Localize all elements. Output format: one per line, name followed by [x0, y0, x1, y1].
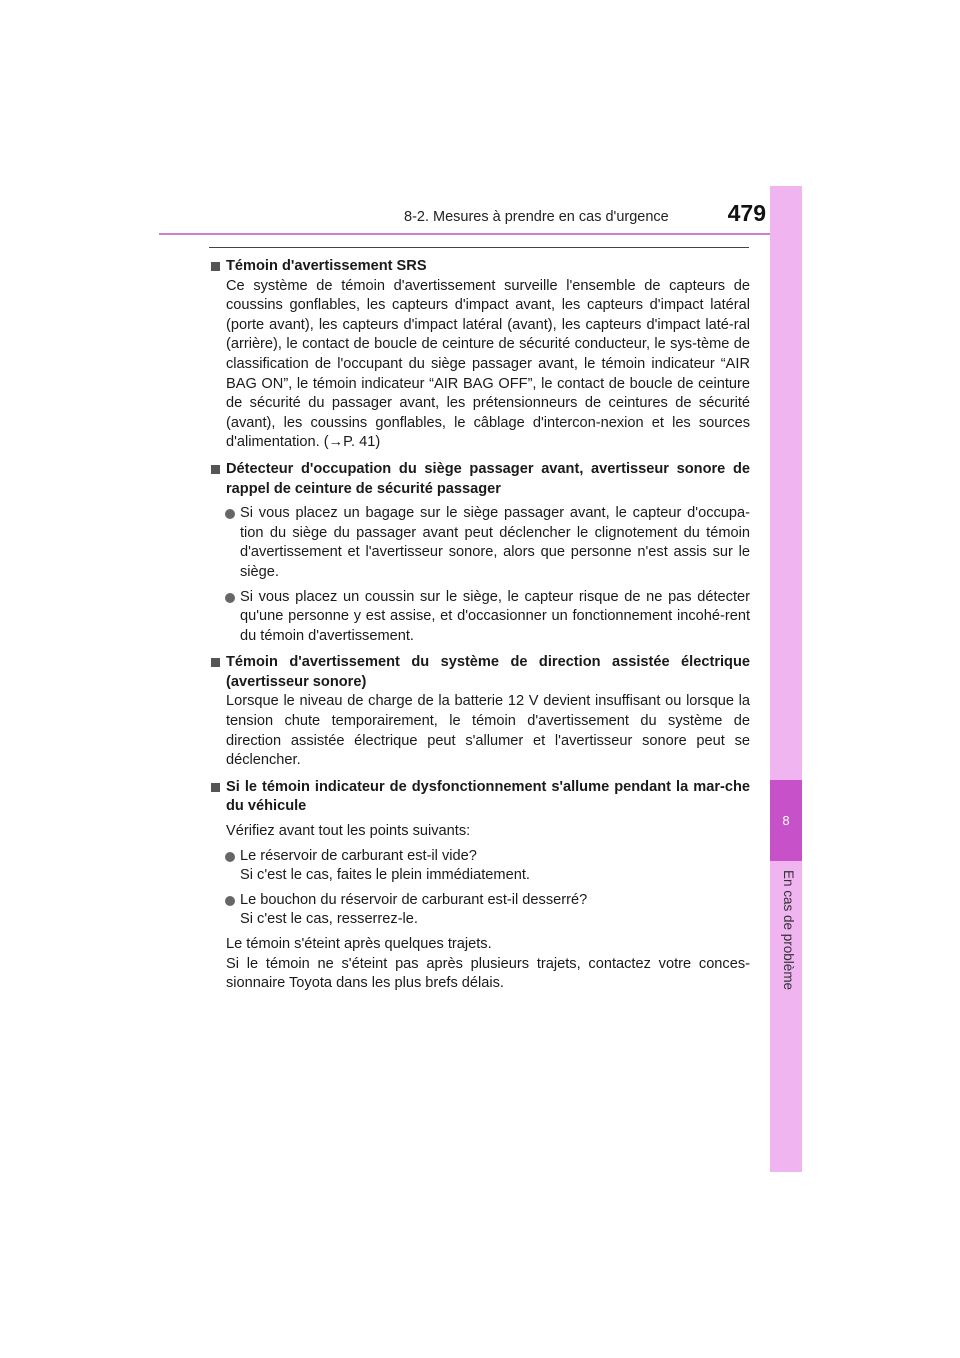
- section-note: Le témoin s'éteint après quelques trajets.: [226, 936, 492, 952]
- content-top-rule: [209, 247, 749, 248]
- chapter-number: 8: [782, 813, 790, 828]
- list-item: Le bouchon du réservoir de carburant est-il desserré? Si c'est le cas, resserrez-le.: [210, 891, 750, 930]
- circle-bullet-icon: [225, 896, 235, 906]
- square-bullet-icon: [211, 262, 220, 271]
- section-heading: Témoin d'avertissement SRS: [210, 257, 750, 277]
- section-body: Ce système de témoin d'avertissement surveille l'ensemble de capteurs de coussins gonflables, les capteurs d'impact avant, les capteurs d'impact latéral (porte avant), les capteurs d'impact latéral (avant), les capteurs d'impact laté-ral (arrière), le contact de boucle de ceinture de sécurité conducteur, le sys-tème de classification de l'occupant du siège passager avant, le témoin indicateur “AIR BAG ON”, le témoin indicateur “AIR BAG OFF”, le contact de boucle de ceinture de sécurité du passager avant, les prétensionneurs de ceintures de sécurité (avant), les coussins gonflables, le câblage d'intercon-nexion et les sources d'alimentation. (→P. 41): [226, 277, 750, 451]
- section-heading: Détecteur d'occupation du siège passager avant, avertisseur sonore de rappel de ceinture de sécurité passager: [210, 460, 750, 499]
- section-note: Si le témoin ne s'éteint pas après plusieurs trajets, contactez votre conces-sionnaire Toyota dans les plus brefs délais.: [226, 955, 750, 992]
- list-item: Si vous placez un bagage sur le siège passager avant, le capteur d'occupa-tion du siège du passager avant peut déclencher le clignotement du témoin d'avertissement et l'avertisseur sonore, alors que personne n'est assis sur le siège.: [210, 504, 750, 582]
- section-intro: Vérifiez avant tout les points suivants:: [226, 823, 471, 840]
- section-title: 8-2. Mesures à prendre en cas d'urgence: [404, 209, 669, 225]
- page-content: [210, 257, 750, 994]
- chapter-label: En cas de problème: [781, 870, 796, 991]
- list-item: Le réservoir de carburant est-il vide? Si c'est le cas, faites le plein immédiatement.: [210, 847, 750, 886]
- square-bullet-icon: [211, 465, 220, 474]
- list-item: Si vous placez un coussin sur le siège, le capteur risque de ne pas détecter qu'une personne y est assise, et d'occasionner un fonctionnement incohé-rent du témoin d'avertissement.: [210, 588, 750, 647]
- page-number: 479: [727, 200, 766, 226]
- circle-bullet-icon: [225, 852, 235, 862]
- section-body: Lorsque le niveau de charge de la batterie 12 V devient insuffisant ou lorsque la tension chute temporairement, le témoin d'avertissement du système de direction assistée électrique peut s'allumer et l'avertisseur sonore peut se déclencher.: [226, 693, 750, 769]
- circle-bullet-icon: [225, 593, 235, 603]
- square-bullet-icon: [211, 658, 220, 667]
- section-heading: Témoin d'avertissement du système de direction assistée électrique (avertisseur sonore): [210, 653, 750, 692]
- section-heading: Si le témoin indicateur de dysfonctionnement s'allume pendant la mar-che du véhicule: [210, 778, 750, 817]
- square-bullet-icon: [211, 783, 220, 792]
- chapter-number-box: [770, 780, 802, 861]
- circle-bullet-icon: [225, 509, 235, 519]
- chapter-side-tab: [770, 186, 802, 1172]
- header-divider: [159, 233, 770, 235]
